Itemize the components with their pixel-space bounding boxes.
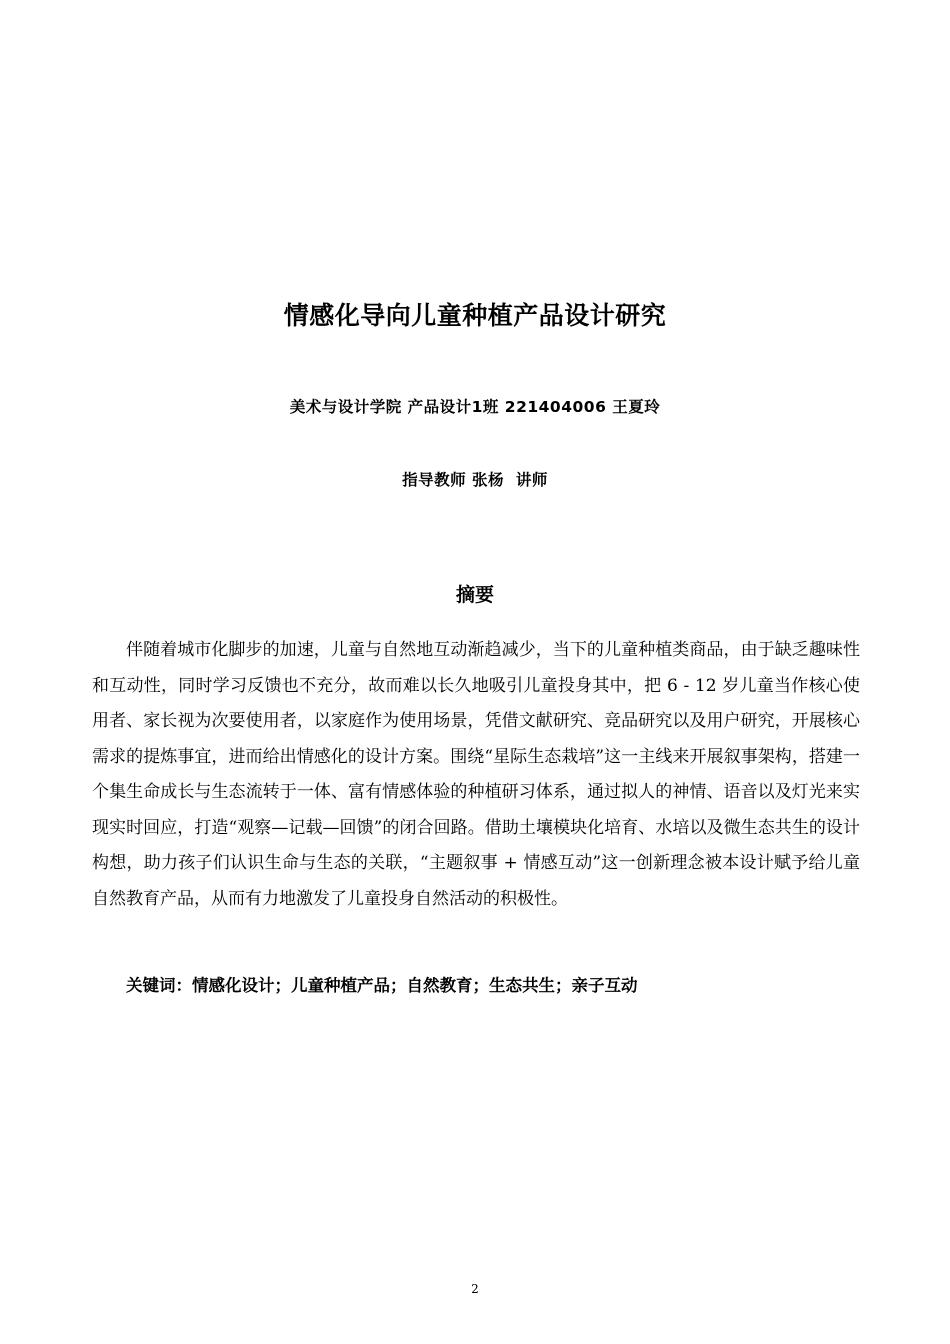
advisor-line: 指导教师 张杨 讲师 [402,471,548,489]
keywords-line: 关键词：情感化设计；儿童种植产品；自然教育；生态共生；亲子互动 [126,976,638,995]
author-line: 美术与设计学院 产品设计1班 221404006 王夏玲 [289,398,661,416]
paper-title: 情感化导向儿童种植产品设计研究 [283,301,667,330]
abstract-heading: 摘要 [455,584,494,606]
page-number: 2 [471,1282,479,1296]
abstract-body: 伴随着城市化脚步的加速，儿童与自然地互动渐趋减少，当下的儿童种植类商品，由于缺乏趣味性和互动性，同时学习反馈也不充分，故而难以长久地吸引儿童投身其中，把 6 - 12 岁儿童当作核心使用者、家长视为次要使用者，以家庭作为使用场景，凭借文献研究、竞品研究以及用户研究，开展核心需求的提炼事宜，进而给出情感化的设计方案。围绕“星际生态栽培”这一主线来开展叙事架构，搭建一个集生命成长与生态流转于一体、富有情感体验的种植研习体系，通过拟人的神情、语音以及灯光来实现实时回应，打造“观察—记载—回馈”的闭合回路。借助土壤模块化培育、水培以及微生态共生的设计构想，助力孩子们认识生命与生态的关联，“主题叙事 + 情感互动”这一创新理念被本设计赋予给儿童自然教育产品，从而有力地激发了儿童投身自然活动的积极性。 [92,640,860,909]
